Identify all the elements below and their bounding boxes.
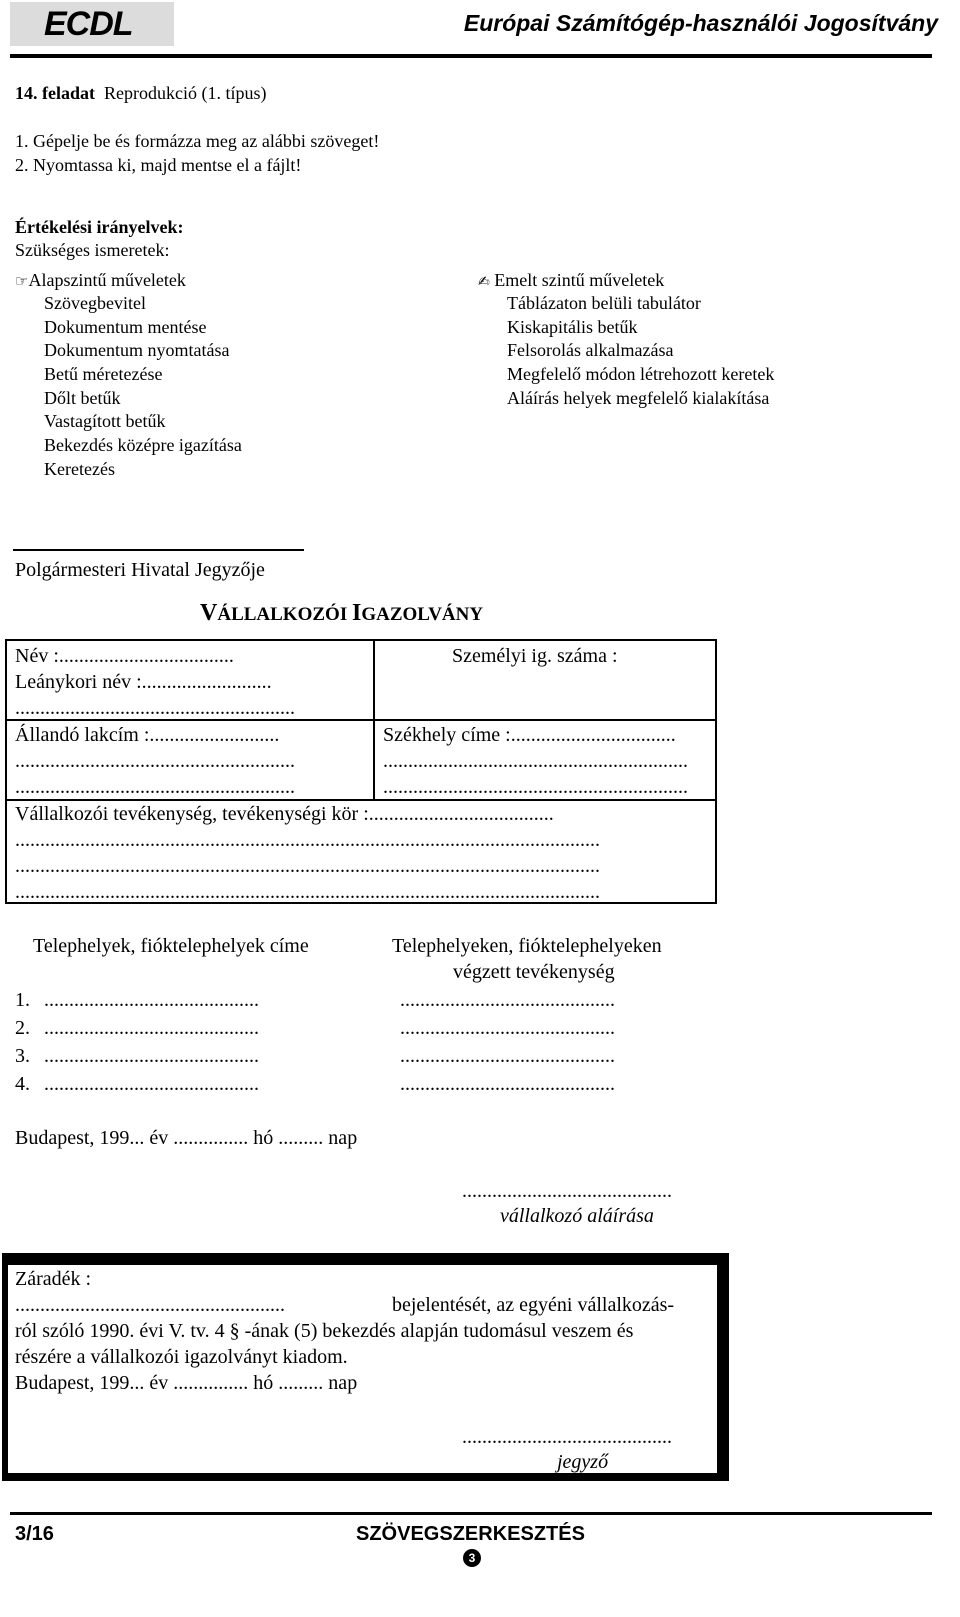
task-heading: [15, 81, 266, 105]
date-line: Budapest, 199... év ............... hó ......... nap: [15, 1127, 358, 1149]
dots-line: ........................................................: [15, 697, 295, 719]
dots-line: .....................................................................................................................: [15, 881, 600, 903]
dots-line: .....................................................................................................................: [15, 855, 600, 877]
clause-date-line: Budapest, 199... év ............... hó ......... nap: [15, 1372, 358, 1394]
task-number: 14. feladat: [15, 83, 95, 103]
section-badge: 3: [463, 1549, 481, 1567]
site-row-num: 2.: [15, 1017, 30, 1039]
criteria-heading: Értékelési irányelvek:: [15, 217, 184, 237]
basic-item: Dokumentum mentése: [44, 317, 207, 337]
sites-col2-title-1: Telephelyeken, fióktelephelyeken: [392, 935, 662, 957]
name-field: Név :...................................: [15, 645, 234, 667]
clause-line-1: bejelentését, az egyéni vállalkozás-: [392, 1294, 675, 1316]
writing-hand-icon: ✍: [478, 274, 490, 290]
ecdl-logo: ECDL: [10, 2, 174, 46]
form-divider-v1: [373, 641, 375, 721]
site-row-num: 1.: [15, 989, 30, 1011]
basic-item: Dőlt betűk: [44, 388, 121, 408]
title-rest-1: ÁLLALKOZÓI: [217, 604, 352, 625]
activity-field: Vállalkozói tevékenység, tevékenységi kör :.....................................: [15, 803, 554, 825]
header-title: Európai Számítógép-használói Jogosítvány: [463, 10, 938, 36]
site-row-left: ...........................................: [44, 1045, 259, 1067]
clause-title: Záradék :: [15, 1268, 92, 1290]
site-row-left: ...........................................: [44, 1017, 259, 1039]
title-initial-1: V: [200, 600, 218, 626]
id-number-field: Személyi ig. száma :: [452, 645, 618, 667]
document-title: [200, 598, 483, 631]
site-row-num: 4.: [15, 1073, 30, 1095]
dots-line: .............................................................: [383, 750, 688, 772]
basic-item: Betű méretezése: [44, 364, 163, 384]
dots-line: .............................................................: [383, 776, 688, 798]
site-row-right: ...........................................: [400, 1017, 615, 1039]
page-number: 3/16: [15, 1523, 54, 1545]
clause-signature-label: jegyző: [557, 1451, 609, 1473]
clause-dots: ......................................................: [15, 1294, 285, 1316]
basic-item: Keretezés: [44, 459, 115, 479]
dots-line: .....................................................................................................................: [15, 829, 600, 851]
clause-line-3: részére a vállalkozói igazolványt kiadom.: [15, 1346, 348, 1368]
advanced-item: Aláírás helyek megfelelő kialakítása: [507, 388, 770, 408]
address-field: Állandó lakcím :..........................: [15, 724, 280, 746]
criteria-subheading: Szükséges ismeretek:: [15, 240, 170, 260]
site-row-left: ...........................................: [44, 989, 259, 1011]
signature-label: vállalkozó aláírása: [500, 1205, 654, 1227]
issuer-rule: [13, 549, 304, 551]
advanced-item: Kiskapitális betűk: [507, 317, 638, 337]
sites-col2-title-2: végzett tevékenység: [453, 961, 615, 983]
maiden-name-field: Leánykori név :..........................: [15, 671, 272, 693]
task-step-2: 2. Nyomtassa ki, majd mentse el a fájlt!: [15, 155, 302, 175]
footer-rule: [10, 1512, 932, 1515]
dots-line: ........................................................: [15, 776, 295, 798]
advanced-item: Felsorolás alkalmazása: [507, 340, 674, 360]
dots-line: ........................................................: [15, 750, 295, 772]
title-rest-2: GAZOLVÁNY: [361, 604, 484, 625]
section-name: SZÖVEGSZERKESZTÉS: [356, 1523, 585, 1545]
site-row-left: ...........................................: [44, 1073, 259, 1095]
hand-pointing-icon: ☞: [15, 272, 29, 290]
seat-field: Székhely címe :.................................: [383, 724, 676, 746]
basic-item: Dokumentum nyomtatása: [44, 340, 230, 360]
form-divider-v2: [373, 721, 375, 801]
clause-line-2: ról szóló 1990. évi V. tv. 4 § -ának (5) bekezdés alapján tudomásul veszem és: [15, 1320, 634, 1342]
sites-col1-title: Telephelyek, fióktelephelyek címe: [33, 935, 309, 957]
task-step-1: 1. Gépelje be és formázza meg az alábbi szöveget!: [15, 131, 380, 151]
issuer: Polgármesteri Hivatal Jegyzője: [15, 559, 265, 581]
signature-dots: ..........................................: [462, 1180, 672, 1202]
header-rule: [10, 54, 932, 58]
advanced-ops-label: Emelt szintű műveletek: [494, 270, 665, 290]
basic-ops-title: [15, 268, 186, 293]
site-row-right: ...........................................: [400, 1045, 615, 1067]
advanced-item: Táblázaton belüli tabulátor: [507, 293, 701, 313]
title-initial-2: I: [351, 600, 362, 626]
clause-signature-dots: ..........................................: [462, 1426, 672, 1448]
site-row-num: 3.: [15, 1045, 30, 1067]
site-row-right: ...........................................: [400, 1073, 615, 1095]
site-row-right: ...........................................: [400, 989, 615, 1011]
basic-item: Vastagított betűk: [44, 411, 166, 431]
basic-item: Bekezdés középre igazítása: [44, 435, 242, 455]
task-name: Reprodukció (1. típus): [104, 83, 267, 103]
advanced-item: Megfelelő módon létrehozott keretek: [507, 364, 775, 384]
basic-ops-label: Alapszintű műveletek: [28, 270, 186, 290]
basic-item: Szövegbevitel: [44, 293, 146, 313]
